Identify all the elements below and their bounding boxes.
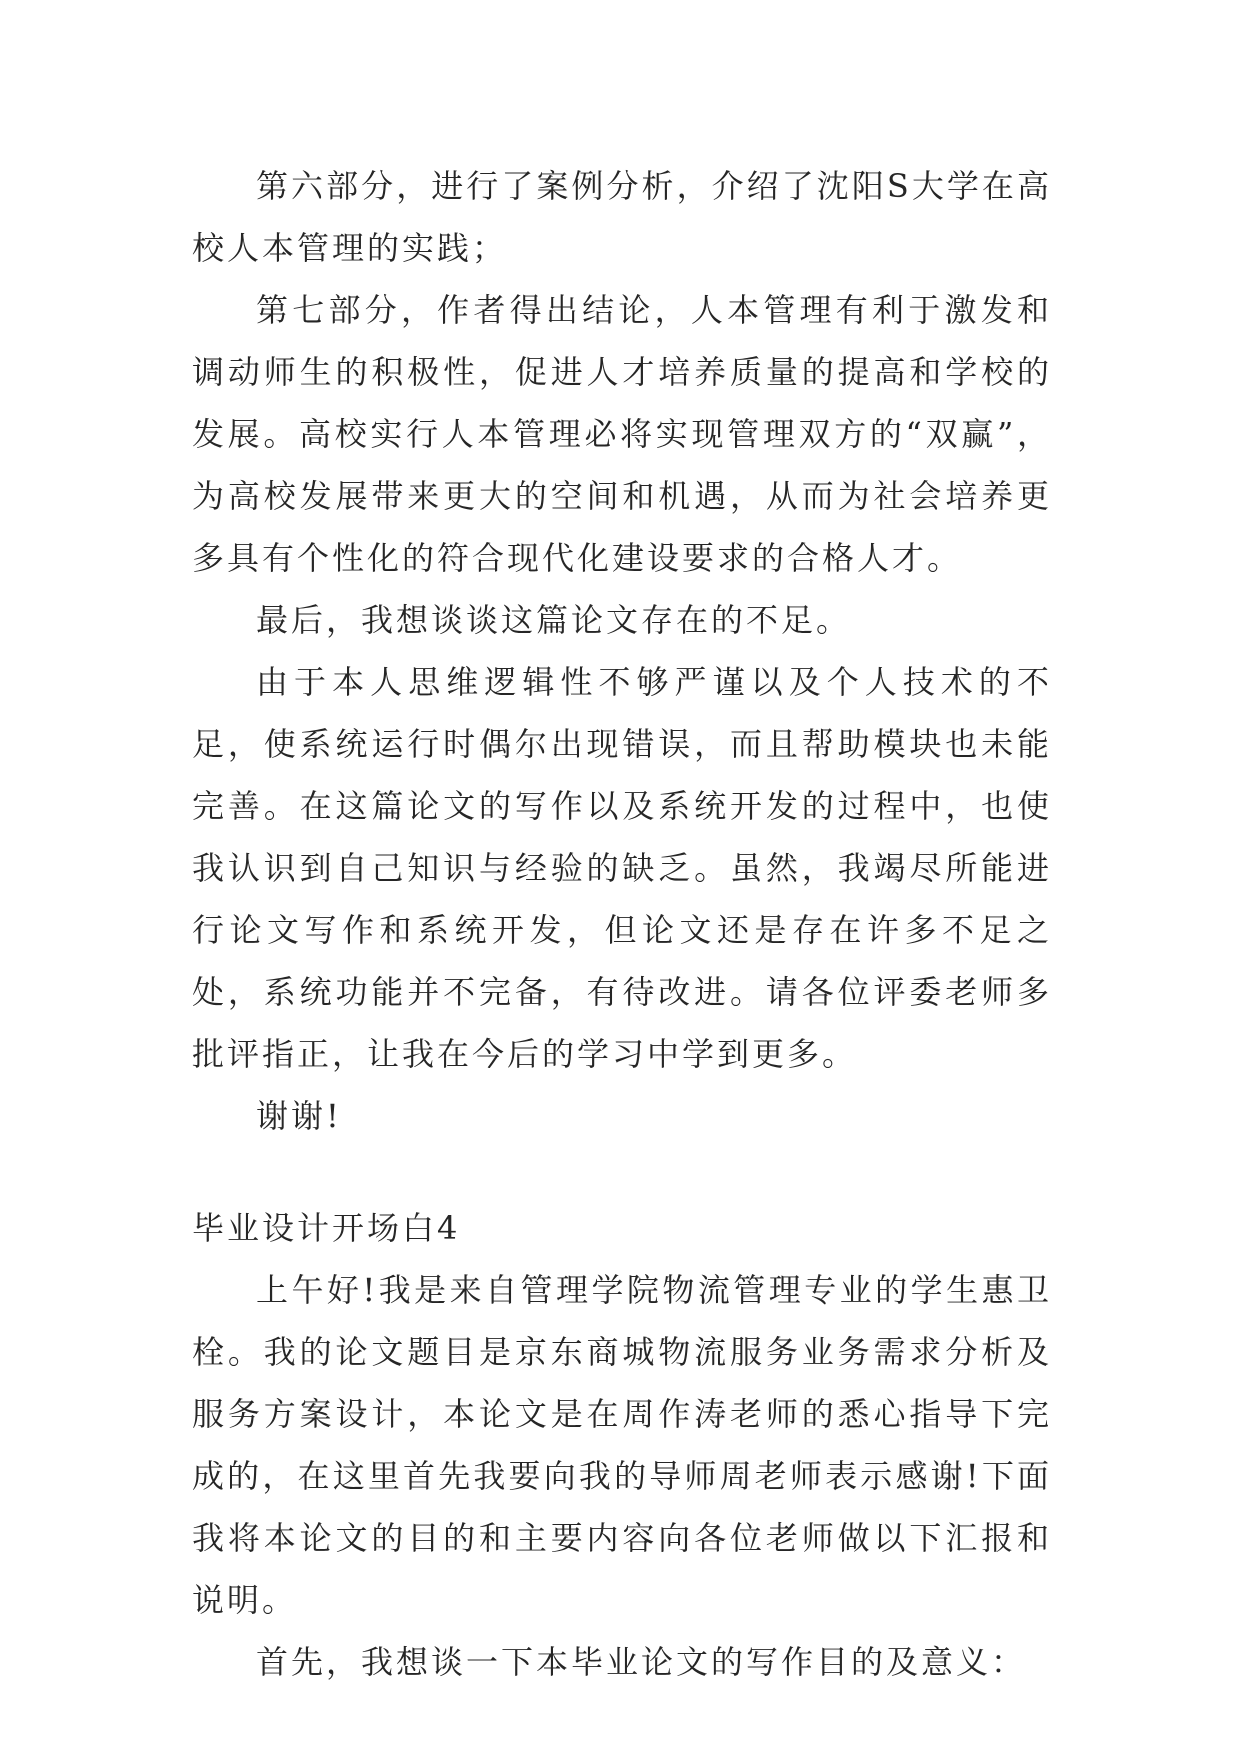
paragraph-shortcomings-intro: 最后，我想谈谈这篇论文存在的不足。 [256, 601, 852, 639]
paragraph-greeting: 上午好!我是来自管理学院物流管理专业的学生惠卫栓。我的论文题目是京东商城物流服务业务需求分析及服务方案设计，本论文是在周作涛老师的悉心指导下完成的，在这里首先我要向我的导师周老师表示感谢!下面我将本论文的目的和主要内容向各位老师做以下汇报和说明。 [192, 1271, 1052, 1619]
paragraph-thanks: 谢谢! [256, 1097, 342, 1135]
paragraph-part-seven: 第七部分，作者得出结论，人本管理有利于激发和调动师生的积极性，促进人才培养质量的提高和学校的发展。高校实行人本管理必将实现管理双方的“双赢”，为高校发展带来更大的空间和机遇，从而为社会培养更多具有个性化的符合现代化建设要求的合格人才。 [192, 291, 1052, 577]
paragraph-shortcomings-detail: 由于本人思维逻辑性不够严谨以及个人技术的不足，使系统运行时偶尔出现错误，而且帮助模块也未能完善。在这篇论文的写作以及系统开发的过程中，也使我认识到自己知识与经验的缺乏。虽然，我竭尽所能进行论文写作和系统开发，但论文还是存在许多不足之处，系统功能并不完备，有待改进。请各位评委老师多批评指正，让我在今后的学习中学到更多。 [192, 663, 1052, 1073]
section-heading: 毕业设计开场白4 [192, 1209, 461, 1247]
paragraph-purpose: 首先，我想谈一下本毕业论文的写作目的及意义： [256, 1643, 1027, 1681]
paragraph-part-six: 第六部分，进行了案例分析，介绍了沈阳S大学在高校人本管理的实践； [192, 167, 1052, 267]
section-spacer [192, 1147, 1052, 1197]
document-body [192, 155, 1052, 1693]
